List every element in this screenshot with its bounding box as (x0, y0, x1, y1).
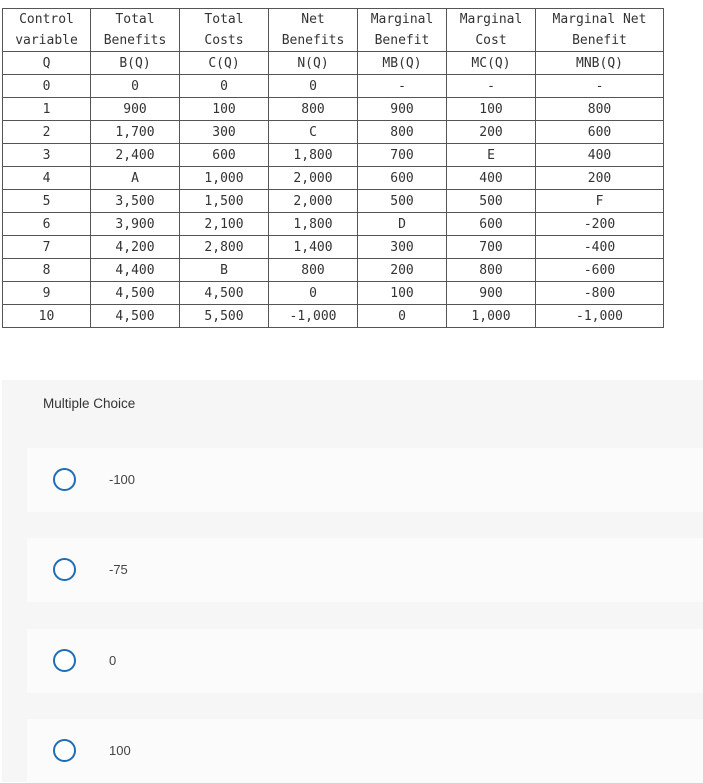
radio-button-icon[interactable] (53, 649, 76, 672)
column-header-cell: Marginal Net (536, 9, 664, 31)
table-cell: 300 (358, 236, 447, 259)
table-cell: 4,200 (91, 236, 180, 259)
table-cell: 600 (447, 213, 536, 236)
answer-option-label: 0 (109, 653, 117, 668)
table-cell: 600 (180, 144, 269, 167)
table-cell: 0 (269, 75, 358, 98)
table-cell: 400 (536, 144, 664, 167)
table-cell: 700 (358, 144, 447, 167)
table-cell: 100 (180, 98, 269, 121)
table-cell: 300 (180, 121, 269, 144)
column-header-cell: Total (91, 9, 180, 31)
table-cell: 500 (447, 190, 536, 213)
table-cell: 4,500 (91, 305, 180, 328)
table-cell: 6 (3, 213, 91, 236)
table-row (3, 236, 664, 259)
table-cell: - (358, 75, 447, 98)
table-cell: 0 (3, 75, 91, 98)
table-cell: 600 (358, 167, 447, 190)
table-cell: B (180, 259, 269, 282)
table-cell: 9 (3, 282, 91, 305)
table-cell: 1,400 (269, 236, 358, 259)
table-cell: 10 (3, 305, 91, 328)
column-header-cell: Benefits (269, 30, 358, 52)
table-cell: 800 (269, 98, 358, 121)
table-cell: - (447, 75, 536, 98)
answer-option-label: -75 (109, 562, 128, 577)
table-cell: -1,000 (269, 305, 358, 328)
table-cell: F (536, 190, 664, 213)
table-row (3, 144, 664, 167)
table-cell: 2,000 (269, 167, 358, 190)
table-cell: 400 (447, 167, 536, 190)
answer-option-1[interactable] (27, 448, 703, 512)
data-table-container (2, 8, 664, 328)
column-header-cell: Benefit (536, 30, 664, 52)
column-header-cell: MNB(Q) (536, 52, 664, 75)
table-cell: 8 (3, 259, 91, 282)
column-header-cell: Costs (180, 30, 269, 52)
table-cell: 2 (3, 121, 91, 144)
table-cell: 1,500 (180, 190, 269, 213)
table-cell: 200 (358, 259, 447, 282)
column-header-cell: Benefit (358, 30, 447, 52)
table-cell: -400 (536, 236, 664, 259)
table-cell: -800 (536, 282, 664, 305)
table-cell: 0 (358, 305, 447, 328)
table-cell: 1,000 (447, 305, 536, 328)
table-cell: 0 (180, 75, 269, 98)
header-row-title-line1 (3, 9, 664, 31)
table-cell: 800 (358, 121, 447, 144)
column-header-cell: Control (3, 9, 91, 31)
radio-button-icon[interactable] (53, 739, 76, 762)
table-cell: 0 (269, 282, 358, 305)
table-row (3, 190, 664, 213)
table-cell: 4,500 (91, 282, 180, 305)
table-cell: C (269, 121, 358, 144)
table-cell: D (358, 213, 447, 236)
column-header-cell: Net (269, 9, 358, 31)
table-cell: 700 (447, 236, 536, 259)
radio-button-icon[interactable] (53, 468, 76, 491)
column-header-cell: N(Q) (269, 52, 358, 75)
table-cell: 900 (91, 98, 180, 121)
table-cell: 1,800 (269, 213, 358, 236)
radio-button-icon[interactable] (53, 558, 76, 581)
answer-option-4[interactable] (27, 719, 703, 783)
table-row (3, 98, 664, 121)
table-cell: -200 (536, 213, 664, 236)
table-cell: 3,900 (91, 213, 180, 236)
answer-option-label: -100 (109, 472, 136, 487)
answer-option-label: 100 (109, 743, 131, 758)
table-row (3, 167, 664, 190)
table-cell: 100 (358, 282, 447, 305)
answer-option-3[interactable] (27, 629, 703, 693)
table-cell: 500 (358, 190, 447, 213)
table-cell: 800 (447, 259, 536, 282)
table-row (3, 75, 664, 98)
table-cell: 1,000 (180, 167, 269, 190)
table-cell: 800 (269, 259, 358, 282)
column-header-cell: Benefits (91, 30, 180, 52)
table-cell: 3 (3, 144, 91, 167)
header-row-title-line2 (3, 30, 664, 52)
table-row (3, 121, 664, 144)
economics-data-table (2, 8, 664, 328)
table-cell: A (91, 167, 180, 190)
table-cell: 900 (358, 98, 447, 121)
header-row-symbols (3, 52, 664, 75)
column-header-cell: MB(Q) (358, 52, 447, 75)
table-cell: 1 (3, 98, 91, 121)
table-cell: 200 (447, 121, 536, 144)
table-cell: 3,500 (91, 190, 180, 213)
table-row (3, 259, 664, 282)
table-cell: E (447, 144, 536, 167)
table-cell: - (536, 75, 664, 98)
table-cell: 2,400 (91, 144, 180, 167)
column-header-cell: B(Q) (91, 52, 180, 75)
multiple-choice-section (2, 380, 703, 782)
table-row (3, 213, 664, 236)
question-type-label: Multiple Choice (43, 396, 136, 411)
table-cell: 2,800 (180, 236, 269, 259)
table-cell: 1,700 (91, 121, 180, 144)
table-cell: -600 (536, 259, 664, 282)
table-cell: 900 (447, 282, 536, 305)
table-cell: -1,000 (536, 305, 664, 328)
table-cell: 0 (91, 75, 180, 98)
table-cell: 5,500 (180, 305, 269, 328)
column-header-cell: Marginal (358, 9, 447, 31)
column-header-cell: variable (3, 30, 91, 52)
table-cell: 800 (536, 98, 664, 121)
column-header-cell: Q (3, 52, 91, 75)
table-cell: 4,500 (180, 282, 269, 305)
table-cell: 2,100 (180, 213, 269, 236)
column-header-cell: Marginal (447, 9, 536, 31)
table-cell: 200 (536, 167, 664, 190)
table-cell: 5 (3, 190, 91, 213)
table-cell: 1,800 (269, 144, 358, 167)
table-row (3, 305, 664, 328)
table-row (3, 282, 664, 305)
table-cell: 4,400 (91, 259, 180, 282)
table-cell: 4 (3, 167, 91, 190)
table-cell: 600 (536, 121, 664, 144)
column-header-cell: Cost (447, 30, 536, 52)
table-cell: 2,000 (269, 190, 358, 213)
column-header-cell: MC(Q) (447, 52, 536, 75)
column-header-cell: C(Q) (180, 52, 269, 75)
table-cell: 7 (3, 236, 91, 259)
answer-option-2[interactable] (27, 538, 703, 602)
table-cell: 100 (447, 98, 536, 121)
column-header-cell: Total (180, 9, 269, 31)
